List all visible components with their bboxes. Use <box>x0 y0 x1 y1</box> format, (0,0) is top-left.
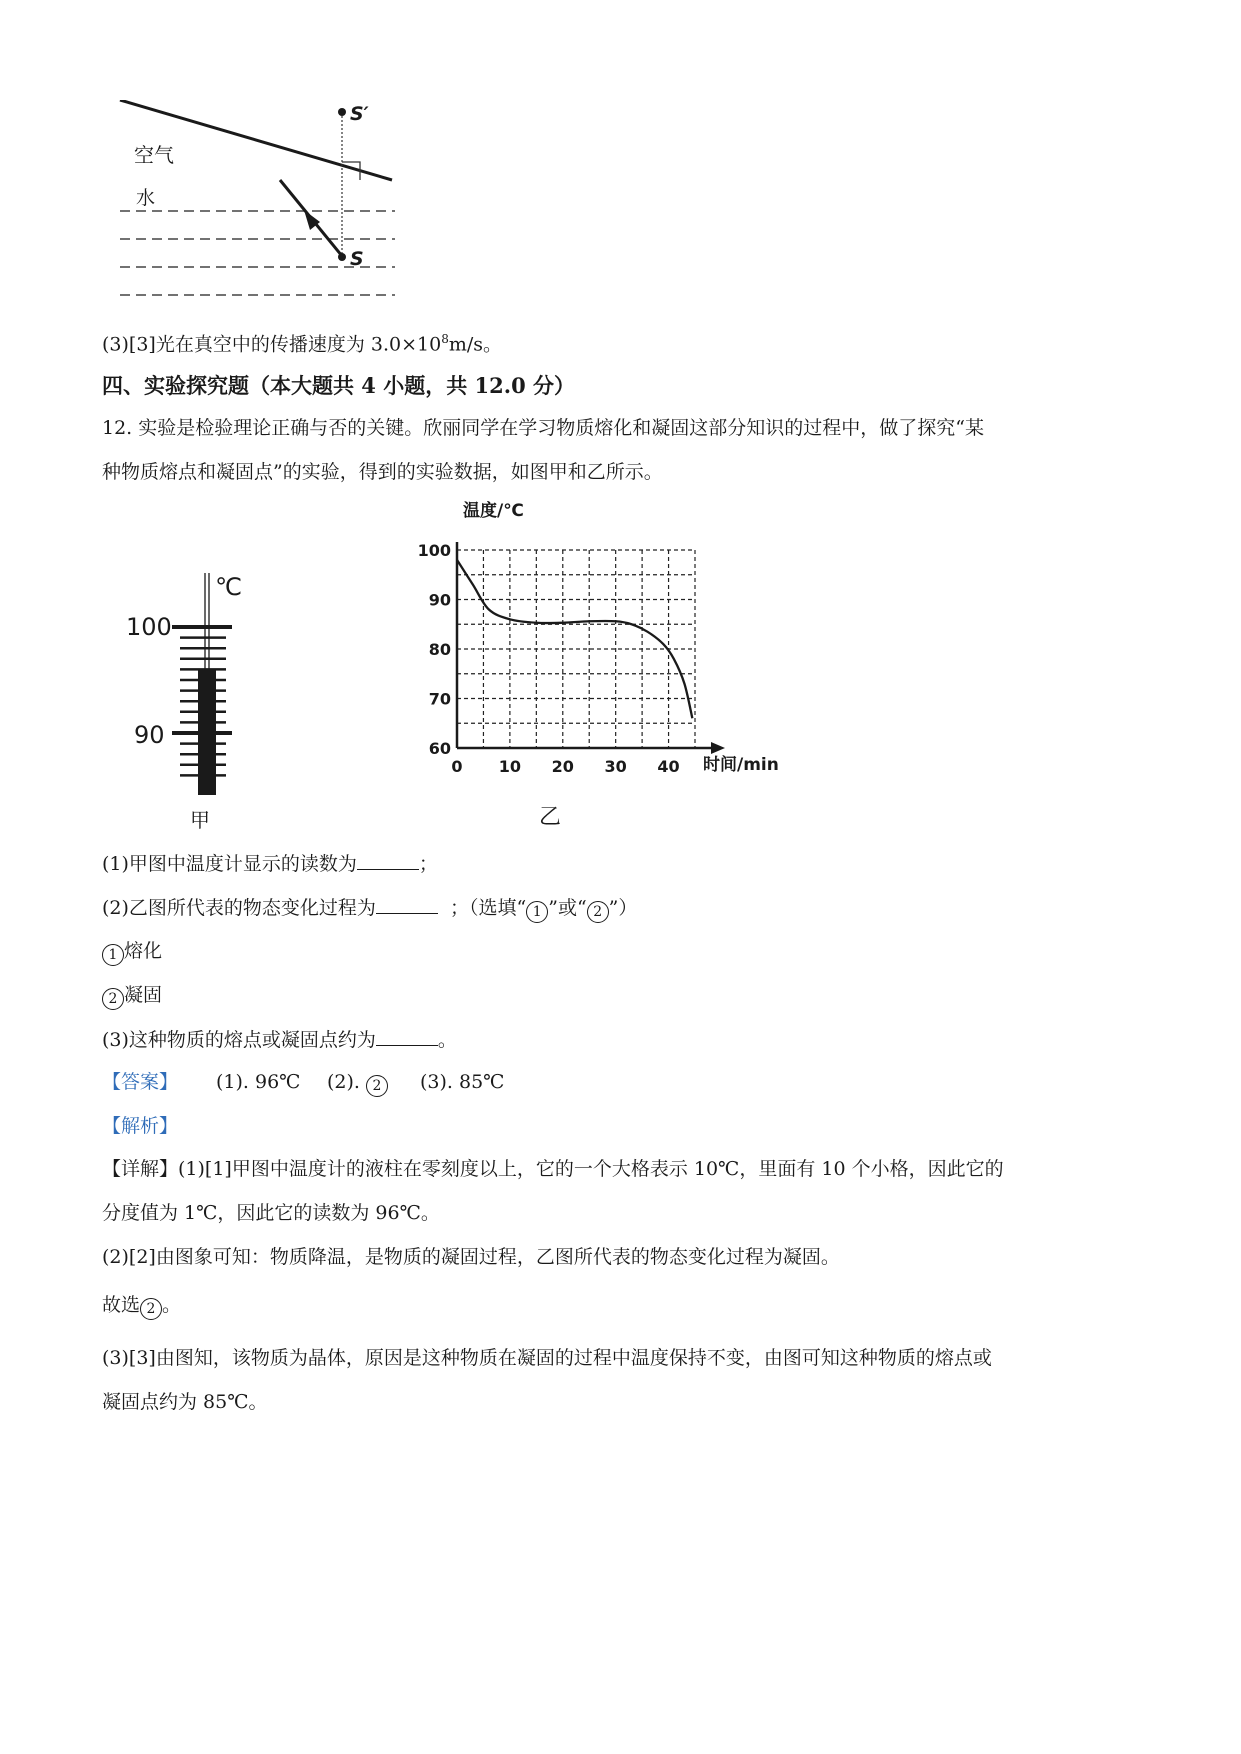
answer-3: (3). 85℃ <box>420 1071 505 1093</box>
cooling-curve <box>457 560 692 718</box>
x-tick-labels <box>451 757 679 776</box>
chart-grid <box>457 550 695 748</box>
q1-end: ； <box>418 853 438 875</box>
analysis-tag: 【解析】 <box>102 1115 179 1137</box>
y-tick-label: 80 <box>428 640 451 659</box>
q2-hint-end: ”） <box>608 897 638 919</box>
q12-line2: 种物质熔点和凝固点”的实验，得到的实验数据，如图甲和乙所示。 <box>102 461 663 483</box>
option-2-text: 凝固 <box>124 984 163 1006</box>
q11-unit: m/s。 <box>448 333 502 356</box>
air-label: 空气 <box>134 143 174 167</box>
option-1-text: 熔化 <box>124 940 163 962</box>
q12-sub2 <box>102 895 637 923</box>
y-tick-label: 90 <box>428 590 451 610</box>
y-axis-label: 温度/℃ <box>463 501 524 521</box>
x-axis-arrow <box>711 742 725 754</box>
option-1 <box>102 939 162 966</box>
label-90: 90 <box>134 721 165 749</box>
y-tick-label: 60 <box>428 739 451 758</box>
x-axis-label: 时间/min <box>703 755 779 775</box>
circled-number: 2 <box>587 901 609 923</box>
x-tick-label: 0 <box>451 757 463 776</box>
x-tick-label: 10 <box>498 757 522 776</box>
answer-blank <box>357 851 419 870</box>
x-tick-label: 30 <box>604 757 627 776</box>
x-tick-label: 40 <box>657 757 680 776</box>
answer-tag: 【答案】 <box>102 1071 179 1093</box>
analysis-p4-line2: 凝固点约为 85℃。 <box>102 1391 268 1413</box>
answer-1: (1). 96℃ <box>216 1071 301 1093</box>
answer-row <box>102 1070 582 1094</box>
q11-part3 <box>102 327 502 356</box>
q2-or: ”或“ <box>548 897 587 919</box>
thermometer-figure <box>120 565 260 835</box>
analysis-p1-text: (1)[1]甲图中温度计的液柱在零刻度以上，它的一个大格表示 10℃，里面有 10 个小格，因此它的 <box>178 1158 1004 1180</box>
analysis-p1-line1 <box>102 1157 1004 1181</box>
temperature-chart <box>415 498 800 833</box>
q12-sub3 <box>102 1027 457 1052</box>
q12-sub1 <box>102 851 438 876</box>
analysis-p4-line1: (3)[3]由图知，该物质为晶体，原因是这种物质在凝固的过程中温度保持不变，由图可知这种物质的熔点或 <box>102 1347 992 1369</box>
x-tick-label: 20 <box>551 757 574 776</box>
thermometer-caption: 甲 <box>190 808 210 832</box>
circled-number: 1 <box>526 901 548 923</box>
q3-text: (3)这种物质的熔点或凝固点约为 <box>102 1029 376 1051</box>
q11-exponent: 8 <box>441 332 449 346</box>
answer-2 <box>327 1070 388 1097</box>
circled-number: 2 <box>366 1075 388 1097</box>
answer-2-text: (2). <box>327 1071 360 1093</box>
detail-tag: 【详解】 <box>102 1158 179 1180</box>
liquid-column <box>198 669 216 795</box>
chart-caption: 乙 <box>539 805 562 830</box>
p3-end: 。 <box>162 1294 182 1316</box>
q2-hint: ；（选填“ <box>450 897 527 919</box>
y-tick-label: 70 <box>428 689 451 709</box>
section-title: 四、实验探究题（本大题共 4 小题，共 12.0 分） <box>102 373 576 398</box>
option-2 <box>102 983 162 1010</box>
q3-end: 。 <box>437 1029 457 1051</box>
analysis-p1-line2: 分度值为 1℃，因此它的读数为 96℃。 <box>102 1202 440 1224</box>
image-point <box>338 108 346 116</box>
circled-number: 2 <box>140 1298 162 1320</box>
analysis-p2: (2)[2]由图象可知：物质降温，是物质的凝固过程，乙图所代表的物态变化过程为凝固。 <box>102 1246 840 1268</box>
celsius-label: ℃ <box>215 573 242 601</box>
circled-number: 1 <box>102 944 124 966</box>
answer-blank <box>376 895 438 914</box>
circled-number: 2 <box>102 988 124 1010</box>
label-100: 100 <box>126 613 172 641</box>
y-tick-label: 100 <box>417 541 451 560</box>
q12-line1: 12. 实验是检验理论正确与否的关键。欣丽同学在学习物质熔化和凝固这部分知识的过程中，做了探究“某 <box>102 417 984 439</box>
answer-blank <box>376 1027 438 1046</box>
q11-part3-text: (3)[3]光在真空中的传播速度为 3.0×10 <box>102 333 442 356</box>
s-label: S <box>350 248 364 270</box>
refraction-figure <box>110 100 410 315</box>
analysis-p3 <box>102 1293 181 1320</box>
y-tick-labels <box>418 541 451 758</box>
water-label: 水 <box>136 187 156 209</box>
q1-text: (1)甲图中温度计显示的读数为 <box>102 853 357 875</box>
p3-text: 故选 <box>102 1294 141 1316</box>
q2-text: (2)乙图所代表的物态变化过程为 <box>102 897 376 919</box>
source-point <box>338 253 346 261</box>
s-prime-label: S′ <box>350 103 369 125</box>
